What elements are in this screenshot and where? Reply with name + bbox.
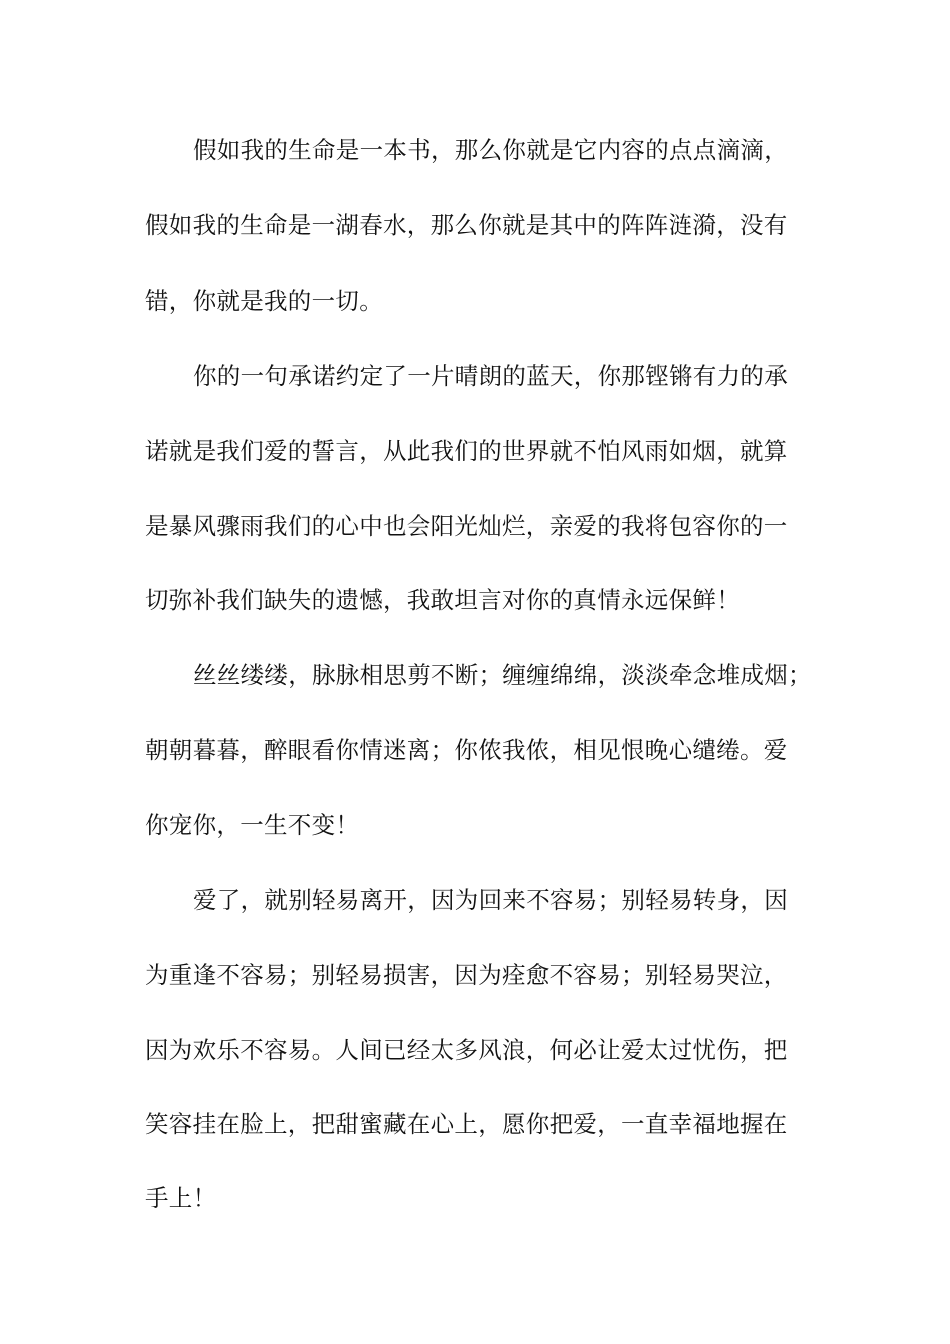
paragraph-1-line-2: 假如我的生命是一湖春水，那么你就是其中的阵阵涟漪，没有 bbox=[145, 211, 788, 239]
paragraph-4-line-3: 因为欢乐不容易。人间已经太多风浪，何必让爱太过忧伤，把 bbox=[145, 1036, 788, 1064]
paragraph-2-line-4: 切弥补我们缺失的遗憾，我敢坦言对你的真情永远保鲜！ bbox=[145, 586, 740, 614]
paragraph-2-line-3: 是暴风骤雨我们的心中也会阳光灿烂，亲爱的我将包容你的一 bbox=[145, 512, 788, 540]
paragraph-4-line-4: 笑容挂在脸上，把甜蜜藏在心上，愿你把爱，一直幸福地握在 bbox=[145, 1110, 788, 1138]
paragraph-3-line-2: 朝朝暮暮，醉眼看你情迷离；你侬我侬，相见恨晚心缱绻。爱 bbox=[145, 736, 788, 764]
paragraph-1-line-1: 假如我的生命是一本书，那么你就是它内容的点点滴滴， bbox=[193, 136, 788, 164]
paragraph-2-line-2: 诺就是我们爱的誓言，从此我们的世界就不怕风雨如烟，就算 bbox=[145, 437, 788, 465]
paragraph-4-line-1: 爱了，就别轻易离开，因为回来不容易；别轻易转身，因 bbox=[193, 886, 788, 914]
paragraph-3-line-3: 你宠你，一生不变！ bbox=[145, 811, 360, 839]
paragraph-4-line-2: 为重逢不容易；别轻易损害，因为痊愈不容易；别轻易哭泣， bbox=[145, 961, 788, 989]
paragraph-1-line-3: 错，你就是我的一切。 bbox=[145, 287, 383, 315]
paragraph-4-line-5: 手上！ bbox=[145, 1184, 217, 1212]
paragraph-3-line-1: 丝丝缕缕，脉脉相思剪不断；缠缠绵绵，淡淡牵念堆成烟； bbox=[193, 661, 812, 689]
paragraph-2-line-1: 你的一句承诺约定了一片晴朗的蓝天，你那铿锵有力的承 bbox=[193, 362, 788, 390]
